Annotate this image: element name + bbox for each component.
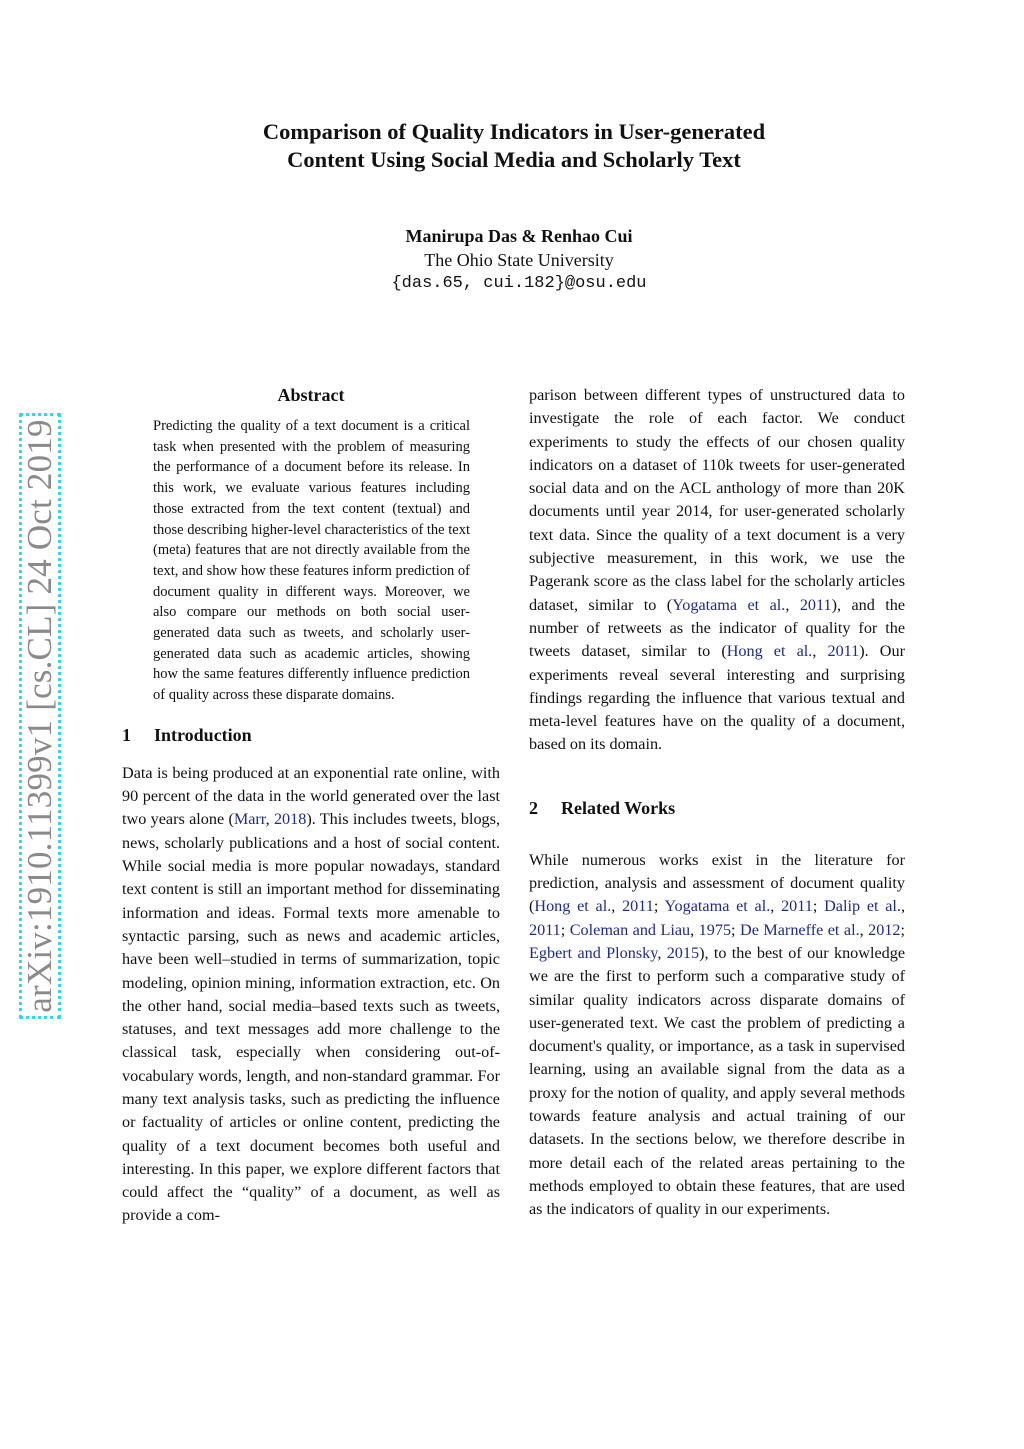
citation-dalip[interactable]: Dalip et al.	[824, 897, 901, 916]
citation-yogatama[interactable]: Yogatama et al.	[664, 897, 771, 916]
citation-de-marneffe[interactable]: De Marneffe et al.	[740, 920, 860, 939]
title-line-2: Content Using Social Media and Scholarly Text	[287, 147, 741, 172]
affiliation: The Ohio State University	[424, 250, 614, 270]
section-number: 2	[529, 797, 538, 818]
paragraph-text: ). Our experiments reveal several interesting and surprising findings regarding the influence that various textual and meta-level features have on the quality of a document, based on its domain.	[529, 642, 905, 754]
citation-year[interactable]: 2011	[781, 897, 813, 916]
author-block	[260, 224, 778, 296]
left-column	[122, 384, 500, 1228]
paper-title	[180, 118, 848, 174]
title-line-1: Comparison of Quality Indicators in User-generated	[262, 119, 766, 144]
section-title: Related Works	[561, 797, 676, 818]
citation-coleman-liau[interactable]: Coleman and Liau	[569, 920, 691, 939]
section-title: Introduction	[154, 724, 252, 745]
citation-year[interactable]: 2011	[529, 920, 561, 939]
author-email: {das.65, cui.182}@osu.edu	[391, 274, 647, 293]
paragraph-text: While numerous works exist in the literature for prediction, analysis and assessment of document quality (	[529, 850, 905, 916]
section-heading-introduction	[122, 724, 500, 746]
paragraph-text: Data is being produced at an exponential rate online, with 90 percent of the data in the world generated over the last two years alone (	[122, 763, 500, 829]
citation-year[interactable]: 2011	[622, 897, 654, 916]
related-works-paragraph: While numerous works exist in the literature for prediction, analysis and assessment of document quality (Hong et al., 2011; Yogatama et al., 2011; Dalip et al., 2011; Coleman and Liau, 1975; De Marneffe et al., 2012; Egbert and Plonsky, 2015), to the best of our knowledge we are the first to perform such a comparative study of similar quality indicators across disparate domains of user-generated text. We cast the problem of predicting a document's quality, or importance, as a task in supervised learning, using an available signal from the data as a proxy for the notion of quality, and apply several methods towards feature analysis and actual training of our datasets. In the sections below, we therefore describe in more detail each of the related areas pertaining to the methods employed to obtain these features, that are used as the indicators of quality in our experiments.	[529, 850, 906, 1219]
introduction-paragraph: Data is being produced at an exponential rate online, with 90 percent of the data in the world generated over the last two years alone (Marr, 2018). This includes tweets, blogs, news, scholarly publications and a host of social content. While social media is more popular nowadays, standard text content is still an important method for disseminating information and ideas. Formal texts more amenable to syntactic parsing, such as news and academic articles, have been well–studied in terms of summarization, topic modeling, opinion mining, information extraction, etc. On the other hand, social media–based texts such as tweets, statuses, and text messages add more challenge to the classical task, especially when considering out-of-vocabulary words, length, and non-standard grammar. For many text analysis tasks, such as predicting the influence or factuality of articles or online content, predicting the quality of a text document becomes both useful and interesting. In this paper, we explore different factors that could affect the “quality” of a document, as well as provide a com-	[122, 763, 500, 1225]
section-number: 1	[122, 724, 131, 745]
citation-yogatama-year[interactable]: 2011	[799, 595, 832, 614]
citation-hong[interactable]: Hong et al.	[534, 897, 612, 916]
continuation-text: parison between different types of unstructured data to investigate the role of each factor. We conduct experiments to study the effects of our chosen quality indicators on a dataset of 110k tweets for user-generated social data and on the ACL anthology of more than 20K documents until year 2014, for user-generated scholarly text data. Since the quality of a text document is a very subjective measurement, in this work, we use the Pagerank score as the class label for the scholarly articles dataset, similar to (	[529, 386, 905, 614]
introduction-continuation: parison between different types of unstructured data to investigate the role of each factor. We conduct experiments to study the effects of our chosen quality indicators on a dataset of 110k tweets for user-generated social data and on the ACL anthology of more than 20K documents until year 2014, for user-generated scholarly text data. Since the quality of a text document is a very subjective measurement, in this work, we use the Pagerank score as the class label for the scholarly articles dataset, similar to (Yogatama et al., 2011), and the number of retweets as the indicator of quality for the tweets dataset, similar to (Hong et al., 2011). Our experiments reveal several interesting and surprising findings regarding the influence that various textual and meta-level features have on the quality of a document, based on its domain.	[529, 386, 906, 754]
citation-year[interactable]: 2012	[868, 920, 901, 939]
paragraph-text: ). This includes tweets, blogs, news, scholarly publications and a host of social content. While social media is more popular nowadays, standard text content is still an important method for disseminating information and ideas. Formal texts more amenable to syntactic parsing, such as news and academic articles, have been well–studied in terms of summarization, topic modeling, opinion mining, information extraction, etc. On the other hand, social media–based texts such as tweets, statuses, and text messages add more challenge to the classical task, especially when considering out-of-vocabulary words, length, and non-standard grammar. For many text analysis tasks, such as predicting the influence or factuality of articles or online content, predicting the quality of a text document becomes both useful and interesting. In this paper, we explore different factors that could affect the “quality” of a document, as well as provide a com-	[122, 810, 500, 1225]
paragraph-text: ), and the number of retweets as the indicator of quality for the tweets dataset, similar to (	[529, 595, 906, 661]
citation-hong[interactable]: Hong et al.	[726, 642, 813, 661]
abstract-heading: Abstract	[277, 385, 345, 405]
citation-marr-year[interactable]: 2018	[273, 810, 307, 829]
citation-hong-year[interactable]: 2011	[827, 642, 860, 661]
citation-egbert-plonsky[interactable]: Egbert and Plonsky	[529, 943, 658, 962]
citation-yogatama[interactable]: Yogatama et al.	[672, 595, 786, 614]
section-heading-related-works	[529, 797, 905, 819]
author-names: Manirupa Das & Renhao Cui	[405, 226, 633, 246]
citation-marr[interactable]: Marr	[233, 810, 266, 829]
abstract-text: Predicting the quality of a text document is a critical task when presented with the problem of measuring the performance of a document before its release. In this work, we evaluate various features including those extracted from the text content (textual) and those describing higher-level characteristics of the text (meta) features that are not directly available from the text, and show how these features inform prediction of document quality in different ways. Moreover, we also compare our methods on both social user-generated data such as tweets, and scholarly user-generated data such as academic articles, showing how the same features differently influence prediction of quality across these disparate domains.	[153, 418, 470, 704]
citation-year[interactable]: 2015	[666, 943, 700, 962]
right-column-content	[529, 384, 905, 1222]
citation-year[interactable]: 1975	[698, 920, 732, 939]
arxiv-stamp	[19, 413, 61, 1019]
paragraph-text: ), to the best of our knowledge we are the first to perform such a comparative study of similar quality indicators across disparate domains of user-generated text. We cast the problem of predicting a document's quality, or importance, as a task in supervised learning, using an available signal from the data as a proxy for the notion of quality, and apply several methods towards feature analysis and actual training of our datasets. In the sections below, we therefore describe in more detail each of the related areas pertaining to the methods employed to obtain these features, that are used as the indicators of quality in our experiments.	[529, 943, 905, 1219]
arxiv-identifier: arXiv:1910.11399v1 [cs.CL] 24 Oct 2019	[20, 419, 59, 1013]
